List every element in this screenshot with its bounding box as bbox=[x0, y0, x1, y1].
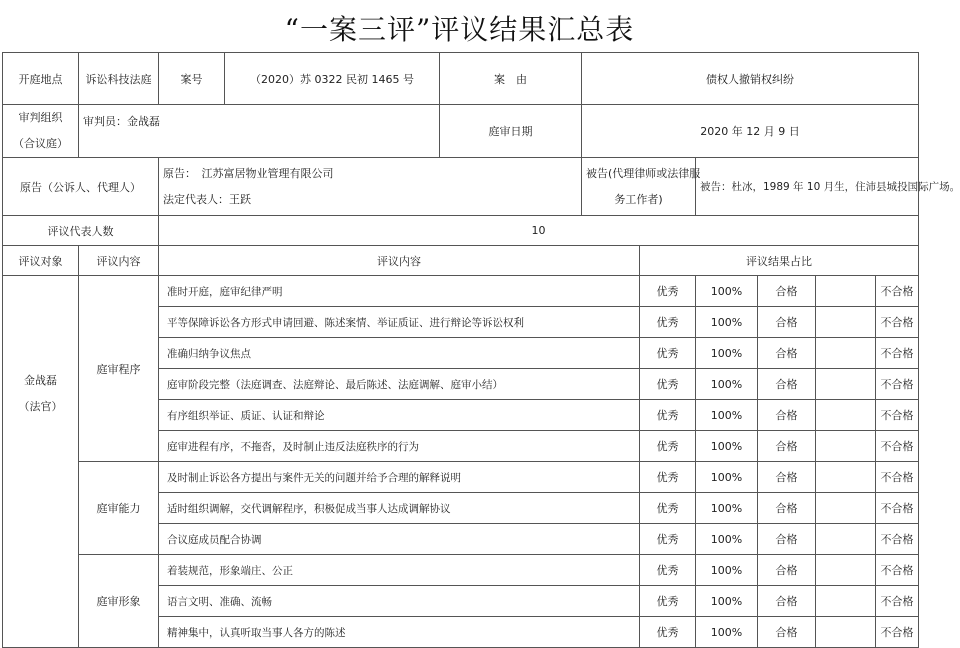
criterion-text: 语言文明、准确、流畅 bbox=[159, 586, 640, 617]
criterion-text: 及时制止诉讼各方提出与案件无关的问题并给予合理的解释说明 bbox=[159, 462, 640, 493]
qualified-percentage bbox=[816, 617, 876, 648]
case-no-value: （2020）苏 0322 民初 1465 号 bbox=[225, 53, 440, 105]
defendant-label bbox=[582, 158, 701, 216]
column-header-row bbox=[3, 246, 919, 276]
criterion-text: 平等保障诉讼各方形式申请回避、陈述案情、举证质证、进行辩论等诉讼权利 bbox=[159, 307, 640, 338]
grade-qualified-label: 合格 bbox=[758, 462, 816, 493]
qualified-percentage bbox=[816, 400, 876, 431]
grade-excellent-label: 优秀 bbox=[640, 431, 696, 462]
qualified-percentage bbox=[816, 493, 876, 524]
excellent-percentage: 100% bbox=[696, 617, 758, 648]
header-row-panel bbox=[3, 105, 919, 158]
table-row bbox=[3, 555, 919, 586]
excellent-percentage: 100% bbox=[696, 555, 758, 586]
panel-label-line1: 审判组织 bbox=[18, 111, 63, 124]
grade-excellent-label: 优秀 bbox=[640, 462, 696, 493]
plaintiff-line1: 原告： 江苏富居物业管理有限公司 bbox=[163, 166, 334, 180]
grade-excellent-label: 优秀 bbox=[640, 338, 696, 369]
grade-qualified-label: 合格 bbox=[758, 369, 816, 400]
hearing-date-value: 2020 年 12 月 9 日 bbox=[582, 105, 919, 158]
table-row bbox=[3, 276, 919, 307]
target-role: （法官） bbox=[18, 400, 63, 413]
table-row bbox=[3, 462, 919, 493]
target-name: 金战磊 bbox=[24, 374, 57, 387]
criterion-text: 适时组织调解，交代调解程序，积极促成当事人达成调解协议 bbox=[159, 493, 640, 524]
criterion-text: 合议庭成员配合协调 bbox=[159, 524, 640, 555]
criterion-text: 精神集中，认真听取当事人各方的陈述 bbox=[159, 617, 640, 648]
grade-unqualified-label: 不合格 bbox=[876, 369, 919, 400]
criterion-text: 准确归纳争议焦点 bbox=[159, 338, 640, 369]
content-category: 庭审程序 bbox=[79, 276, 159, 462]
header-row-count bbox=[3, 216, 919, 246]
plaintiff-label: 原告（公诉人、代理人） bbox=[3, 158, 159, 216]
content-category: 庭审能力 bbox=[79, 462, 159, 555]
grade-excellent-label: 优秀 bbox=[640, 524, 696, 555]
excellent-percentage: 100% bbox=[696, 462, 758, 493]
excellent-percentage: 100% bbox=[696, 276, 758, 307]
grade-excellent-label: 优秀 bbox=[640, 307, 696, 338]
col-header-result-ratio: 评议结果占比 bbox=[640, 246, 919, 276]
criterion-text: 有序组织举证、质证、认证和辩论 bbox=[159, 400, 640, 431]
grade-unqualified-label: 不合格 bbox=[876, 338, 919, 369]
case-cause-label: 案 由 bbox=[440, 53, 582, 105]
plaintiff-value bbox=[159, 158, 582, 216]
content-category: 庭审形象 bbox=[79, 555, 159, 648]
page-title: “一案三评”评议结果汇总表 bbox=[284, 13, 635, 46]
grade-excellent-label: 优秀 bbox=[640, 493, 696, 524]
defendant-label-line1: 被告(代理律师或法律服 bbox=[586, 166, 701, 180]
criterion-text: 准时开庭，庭审纪律严明 bbox=[159, 276, 640, 307]
grade-excellent-label: 优秀 bbox=[640, 586, 696, 617]
grade-excellent-label: 优秀 bbox=[640, 369, 696, 400]
excellent-percentage: 100% bbox=[696, 307, 758, 338]
hearing-date-label: 庭审日期 bbox=[440, 105, 582, 158]
criterion-text: 庭审阶段完整（法庭调查、法庭辩论、最后陈述、法庭调解、庭审小结） bbox=[159, 369, 640, 400]
qualified-percentage bbox=[816, 307, 876, 338]
criterion-text: 着装规范，形象端庄、公正 bbox=[159, 555, 640, 586]
case-no-label: 案号 bbox=[159, 53, 225, 105]
col-header-target: 评议对象 bbox=[3, 246, 79, 276]
grade-qualified-label: 合格 bbox=[758, 555, 816, 586]
excellent-percentage: 100% bbox=[696, 338, 758, 369]
grade-unqualified-label: 不合格 bbox=[876, 462, 919, 493]
grade-excellent-label: 优秀 bbox=[640, 555, 696, 586]
grade-excellent-label: 优秀 bbox=[640, 400, 696, 431]
grade-qualified-label: 合格 bbox=[758, 493, 816, 524]
evaluation-table bbox=[2, 52, 960, 648]
grade-qualified-label: 合格 bbox=[758, 524, 816, 555]
evaluation-target bbox=[3, 276, 79, 648]
qualified-percentage bbox=[816, 431, 876, 462]
col-header-content-category: 评议内容 bbox=[79, 246, 159, 276]
defendant-label-line2: 务工作者) bbox=[614, 192, 663, 206]
qualified-percentage bbox=[816, 338, 876, 369]
reviewer-count-value: 10 bbox=[159, 216, 919, 246]
grade-qualified-label: 合格 bbox=[758, 338, 816, 369]
header-row-parties bbox=[3, 158, 919, 216]
grade-qualified-label: 合格 bbox=[758, 307, 816, 338]
excellent-percentage: 100% bbox=[696, 493, 758, 524]
grade-unqualified-label: 不合格 bbox=[876, 524, 919, 555]
excellent-percentage: 100% bbox=[696, 524, 758, 555]
grade-unqualified-label: 不合格 bbox=[876, 586, 919, 617]
plaintiff-line2: 法定代表人：王跃 bbox=[163, 192, 251, 206]
grade-unqualified-label: 不合格 bbox=[876, 555, 919, 586]
panel-value: 审判员：金战磊 bbox=[79, 105, 440, 158]
qualified-percentage bbox=[816, 555, 876, 586]
grade-qualified-label: 合格 bbox=[758, 276, 816, 307]
qualified-percentage bbox=[816, 369, 876, 400]
header-row-location bbox=[3, 53, 919, 105]
grade-qualified-label: 合格 bbox=[758, 431, 816, 462]
qualified-percentage bbox=[816, 524, 876, 555]
criterion-text: 庭审进程有序，不拖沓，及时制止违反法庭秩序的行为 bbox=[159, 431, 640, 462]
case-cause-value: 债权人撤销权纠纷 bbox=[582, 53, 919, 105]
grade-qualified-label: 合格 bbox=[758, 400, 816, 431]
excellent-percentage: 100% bbox=[696, 400, 758, 431]
excellent-percentage: 100% bbox=[696, 431, 758, 462]
grade-unqualified-label: 不合格 bbox=[876, 617, 919, 648]
qualified-percentage bbox=[816, 462, 876, 493]
grade-unqualified-label: 不合格 bbox=[876, 307, 919, 338]
grade-excellent-label: 优秀 bbox=[640, 617, 696, 648]
court-location-label: 开庭地点 bbox=[3, 53, 79, 105]
grade-excellent-label: 优秀 bbox=[640, 276, 696, 307]
excellent-percentage: 100% bbox=[696, 369, 758, 400]
grade-qualified-label: 合格 bbox=[758, 617, 816, 648]
grade-unqualified-label: 不合格 bbox=[876, 276, 919, 307]
grade-unqualified-label: 不合格 bbox=[876, 400, 919, 431]
panel-label bbox=[3, 105, 79, 158]
qualified-percentage bbox=[816, 276, 876, 307]
defendant-value: 被告：杜冰，1989 年 10 月生，住沛县城投国际广场。 bbox=[696, 158, 919, 216]
excellent-percentage: 100% bbox=[696, 586, 758, 617]
qualified-percentage bbox=[816, 586, 876, 617]
grade-qualified-label: 合格 bbox=[758, 586, 816, 617]
court-location-value: 诉讼科技法庭 bbox=[79, 53, 159, 105]
reviewer-count-label: 评议代表人数 bbox=[3, 216, 159, 246]
grade-unqualified-label: 不合格 bbox=[876, 431, 919, 462]
panel-label-line2: （合议庭） bbox=[13, 137, 68, 150]
grade-unqualified-label: 不合格 bbox=[876, 493, 919, 524]
col-header-content: 评议内容 bbox=[159, 246, 640, 276]
